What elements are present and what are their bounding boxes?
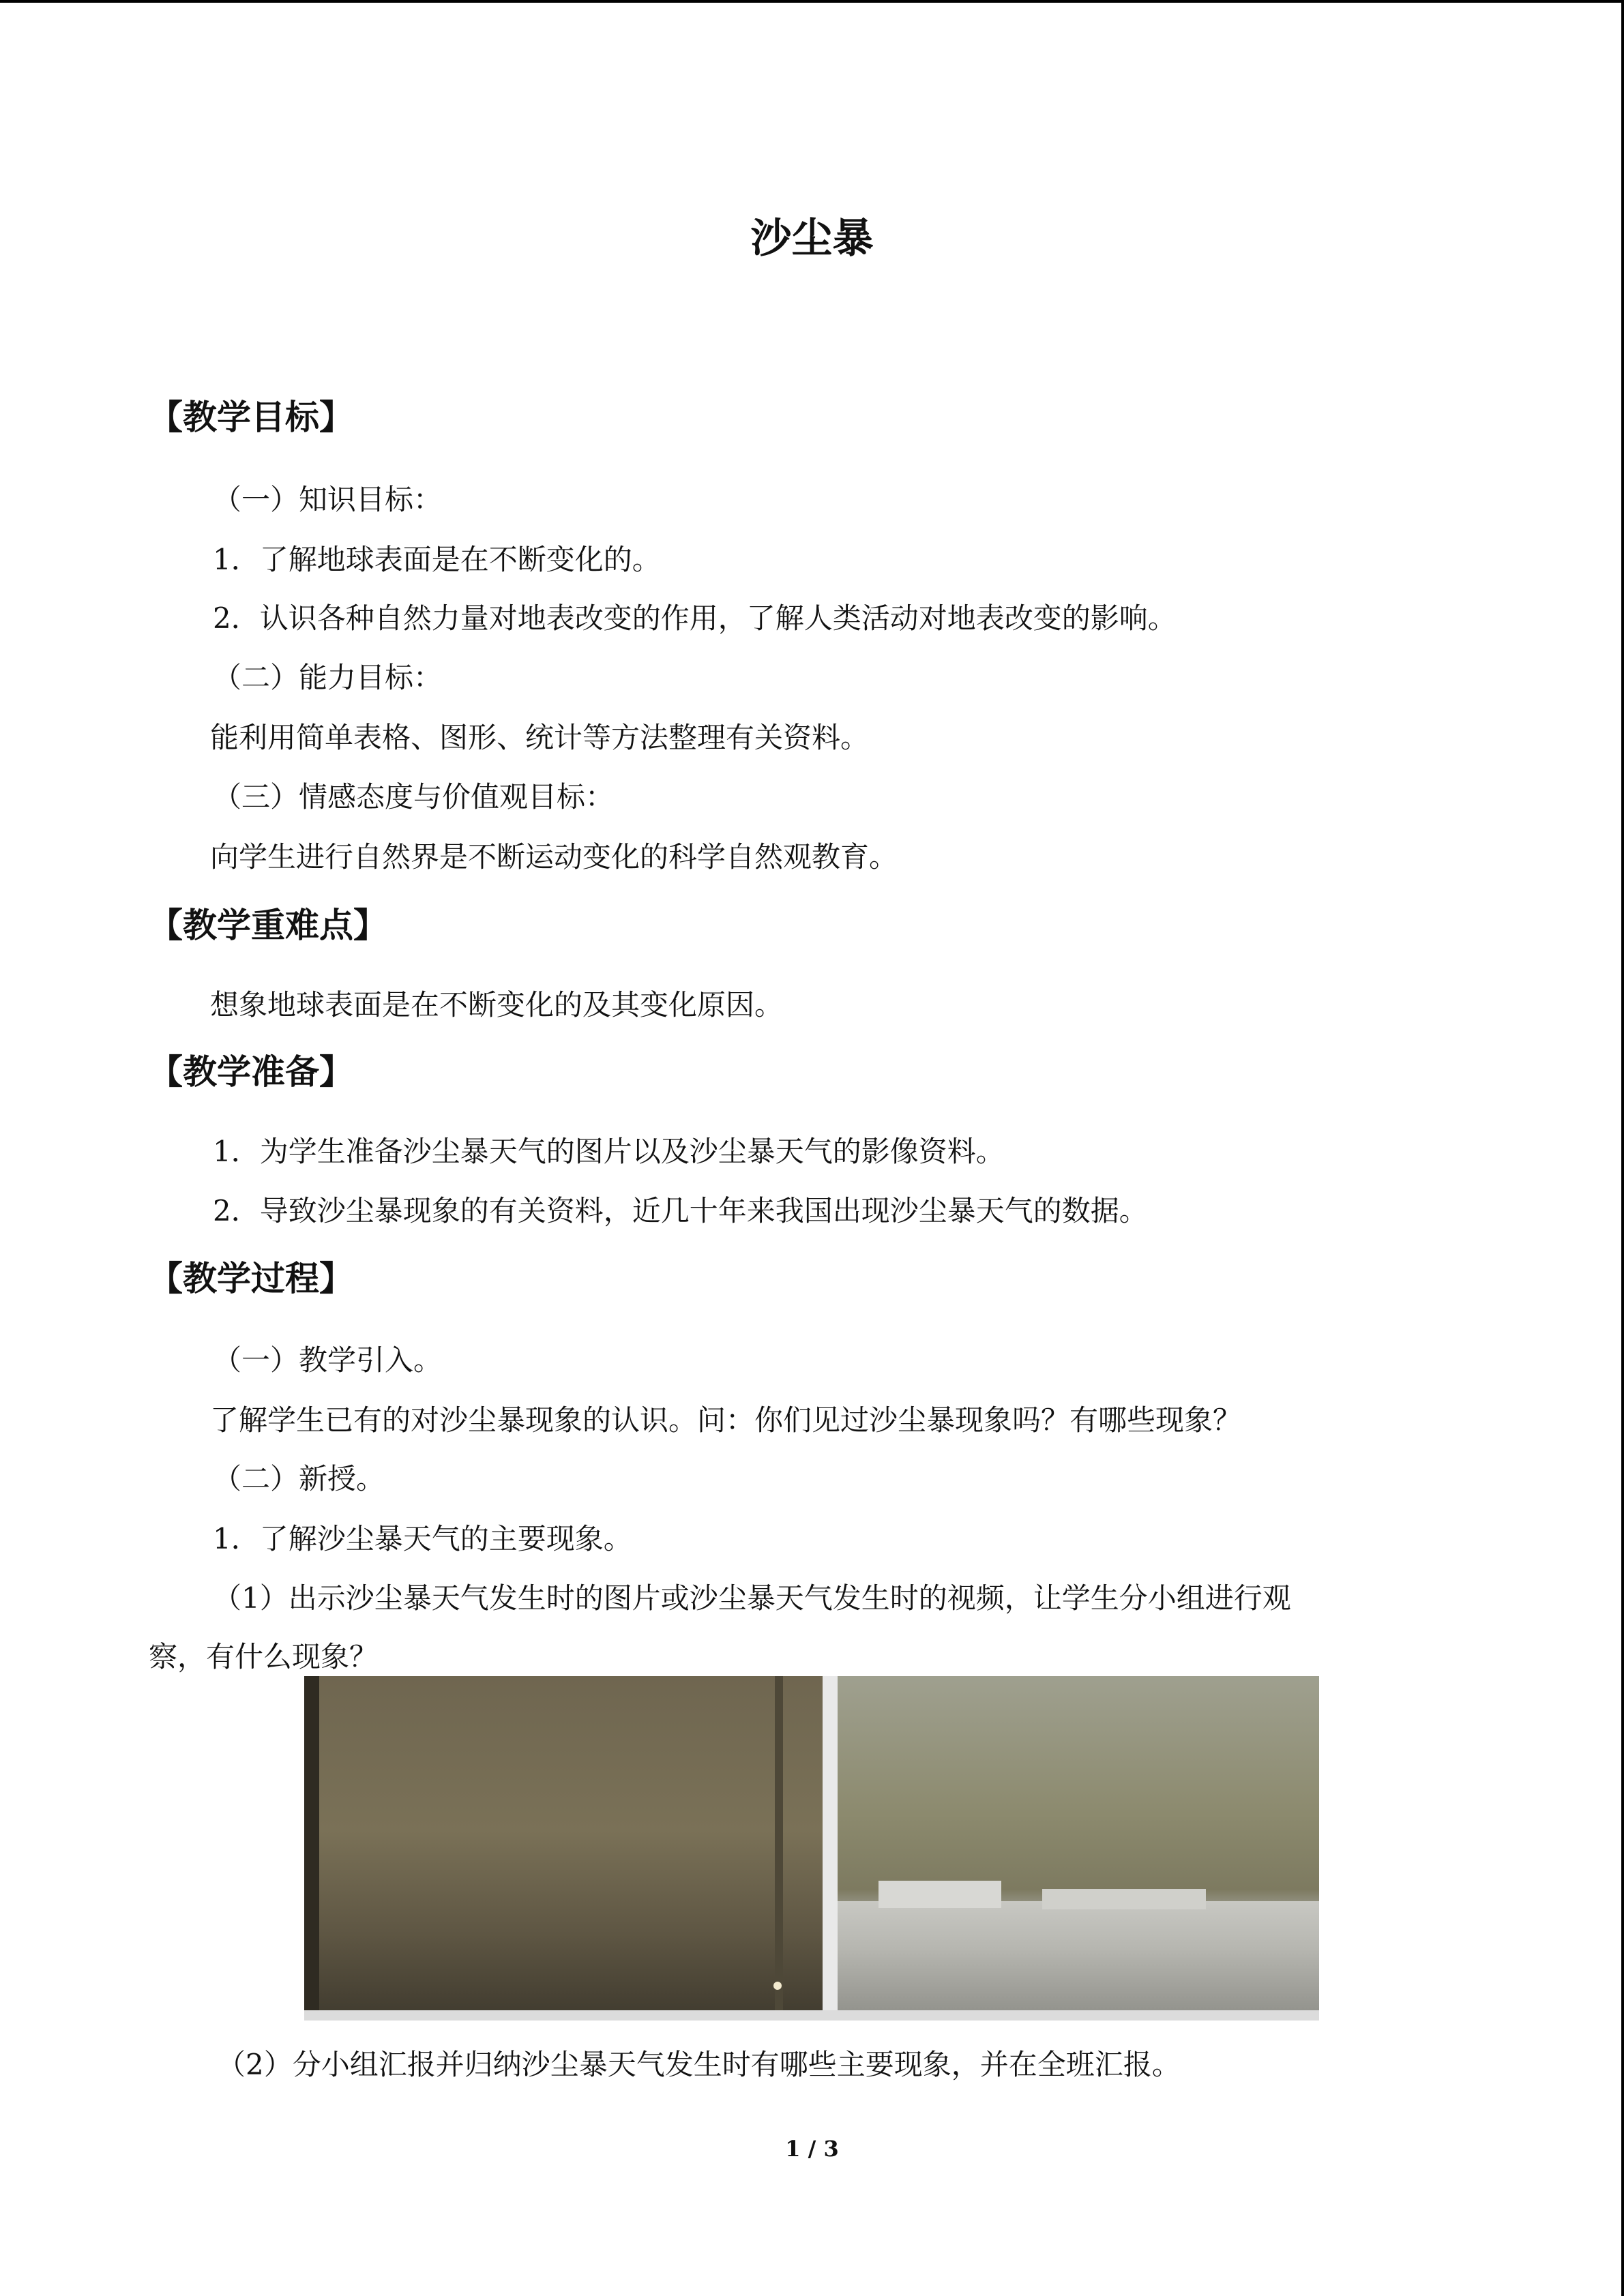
text-line: 1．为学生准备沙尘暴天气的图片以及沙尘暴天气的影像资料。 bbox=[213, 1135, 1005, 1168]
text-line: 2．认识各种自然力量对地表改变的作用，了解人类活动对地表改变的影响。 bbox=[213, 601, 1177, 635]
heading-process: 【教学过程】 bbox=[149, 1259, 353, 1298]
text-line: 向学生进行自然界是不断运动变化的科学自然观教育。 bbox=[210, 840, 898, 874]
text-line: 能利用简单表格、图形、统计等方法整理有关资料。 bbox=[210, 721, 870, 754]
text-line: 想象地球表面是在不断变化的及其变化原因。 bbox=[210, 988, 784, 1022]
top-border bbox=[0, 0, 1624, 3]
page-title: 沙尘暴 bbox=[750, 215, 874, 263]
sandstorm-photo-right bbox=[838, 1676, 1319, 2021]
text-line: 1．了解地球表面是在不断变化的。 bbox=[213, 543, 661, 576]
sandstorm-photo-left bbox=[304, 1676, 823, 2021]
text-line: 1．了解沙尘暴天气的主要现象。 bbox=[213, 1522, 632, 1555]
text-line: （2）分小组汇报并归纳沙尘暴天气发生时有哪些主要现象，并在全班汇报。 bbox=[217, 2048, 1181, 2081]
heading-teaching-goals: 【教学目标】 bbox=[149, 398, 353, 437]
text-line: （一）知识目标： bbox=[213, 483, 443, 516]
text-line: （1）出示沙尘暴天气发生时的图片或沙尘暴天气发生时的视频，让学生分小组进行观 bbox=[213, 1581, 1291, 1615]
text-line: （一）教学引入。 bbox=[213, 1343, 443, 1377]
sandstorm-photo bbox=[304, 1676, 1319, 2021]
text-line: （二）新授。 bbox=[213, 1462, 385, 1495]
text-line: （二）能力目标： bbox=[213, 661, 443, 694]
page-number: 1 / 3 bbox=[785, 2136, 839, 2162]
text-line: 2．导致沙尘暴现象的有关资料，近几十年来我国出现沙尘暴天气的数据。 bbox=[213, 1194, 1148, 1227]
text-line: 了解学生已有的对沙尘暴现象的认识。问：你们见过沙尘暴现象吗？有哪些现象？ bbox=[210, 1403, 1242, 1437]
heading-key-points: 【教学重难点】 bbox=[149, 906, 387, 945]
text-line: （三）情感态度与价值观目标： bbox=[213, 780, 615, 814]
heading-preparation: 【教学准备】 bbox=[149, 1052, 353, 1092]
text-line: 察，有什么现象？ bbox=[149, 1640, 379, 1673]
right-border bbox=[1621, 0, 1624, 2296]
